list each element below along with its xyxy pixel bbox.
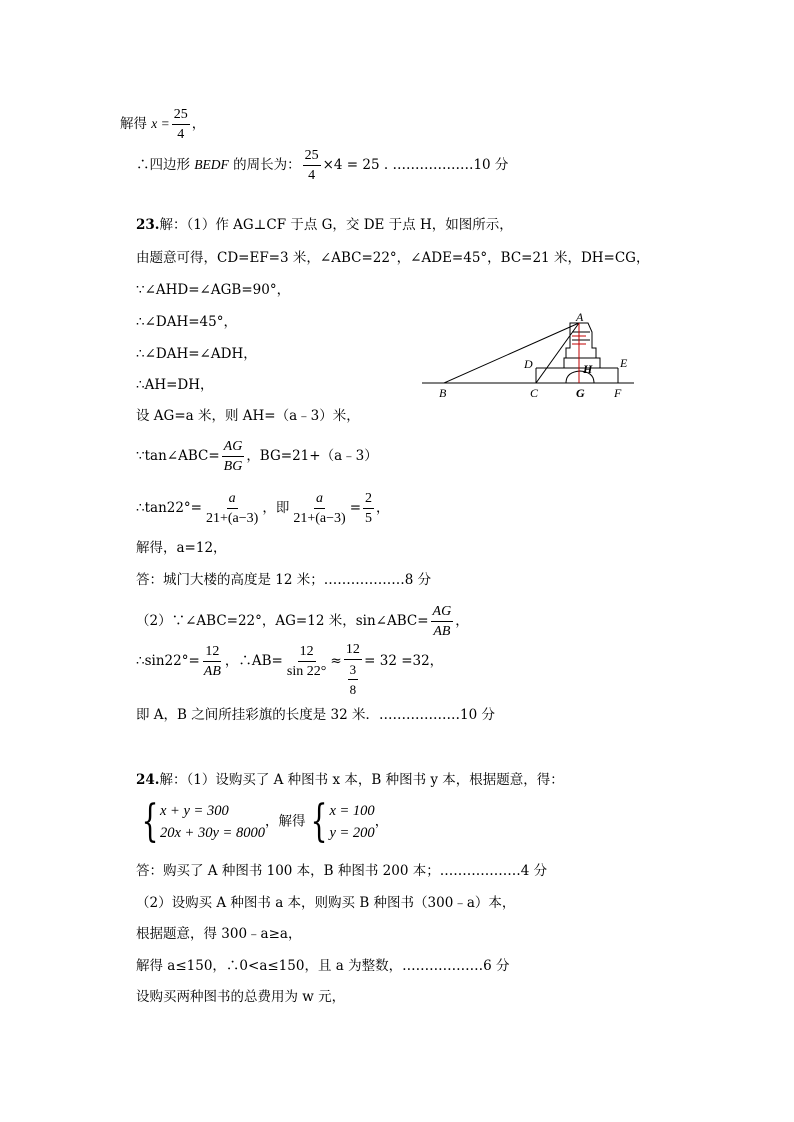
fraction: $\frac{12}{\sin 22^\circ}$ — [286, 644, 327, 679]
equation-system: x + y = 300 20x + 30y = 8000 — [160, 803, 265, 841]
solution-line: ∴∠DAH=45°， — [136, 314, 237, 330]
label-c: C — [530, 386, 539, 400]
label-d: D — [524, 357, 533, 371]
nested-fraction: $\frac{3}{8}$ — [349, 662, 357, 697]
solution-line: ∴AH=DH， — [136, 377, 214, 393]
solution-line: 解得，a=12， — [136, 540, 227, 556]
solution-line: ∵tan∠ABC= $\frac{AG}{BG}$ ，BG=21+（a﹣3） — [136, 439, 378, 474]
solution-line: 设购买两种图书的总费用为 w 元， — [136, 989, 346, 1005]
geometry-figure — [420, 310, 656, 402]
fraction: $\frac{25}{4}$ — [304, 148, 319, 183]
left-brace: { — [311, 796, 328, 847]
solution-line: 答：购买了 A 种图书 100 本，B 种图书 200 本；………………4 分 — [136, 863, 548, 879]
fraction: $\frac{AG}{AB}$ — [432, 604, 452, 639]
fraction: $\frac{2}{5}$ — [365, 491, 372, 526]
solution-line: （2）设购买 A 种图书 a 本，则购买 B 种图书（300﹣a）本， — [136, 895, 516, 911]
solution-line: 答：城门大楼的高度是 12 米；………………8 分 — [136, 572, 432, 588]
solution-line: 设 AG=a 米，则 AH=（a﹣3）米， — [136, 408, 360, 424]
label-h: H — [583, 362, 593, 376]
fraction: $\frac{a}{21+(a-3)}$ — [206, 491, 259, 526]
label-f: F — [614, 386, 622, 400]
fraction: $\frac{25}{4}$ — [173, 107, 188, 142]
fraction: $\frac{AG}{BG}$ — [223, 439, 243, 474]
solution-line: ∵∠AHD=∠AGB=90°， — [136, 282, 291, 298]
solution-line: 解得 x = $\frac{25}{4}$ ， — [120, 107, 206, 142]
fraction: $\frac{12}{AB}$ — [203, 644, 221, 679]
solution-line: ∴四边形 BEDF 的周长为： $\frac{25}{4}$ ×4 = 25 . ………………10 分 — [136, 148, 509, 183]
label-b: B — [439, 386, 447, 400]
label-g: G — [576, 386, 585, 400]
solution-line: 由题意可得，CD=EF=3 米，∠ABC=22°，∠ADE=45°，BC=21 米，DH=CG， — [136, 250, 650, 266]
solution-line: ∴∠DAH=∠ADH， — [136, 346, 257, 362]
fraction: $\frac{a}{21+(a-3)}$ — [293, 491, 346, 526]
label-a: A — [576, 310, 584, 324]
solution-line: 解得 a≤150，∴0<a≤150，且 a 为整数，………………6 分 — [136, 958, 510, 974]
fraction: $\frac{12}{\frac{3}{8}}$ — [345, 642, 360, 697]
solution-line: 根据题意，得 300﹣a≥a， — [136, 926, 302, 942]
problem-23-heading: 23.解：（1）作 AG⊥CF 于点 G，交 DE 于点 H，如图所示， — [136, 217, 513, 233]
solution-line: （2）∵∠ABC=22°，AG=12 米，sin∠ABC= $\frac{AG}{AB}$ ， — [136, 604, 469, 639]
solution-line: 即 A，B 之间所挂彩旗的长度是 32 米．………………10 分 — [136, 707, 495, 723]
label-e: E — [620, 356, 628, 370]
solution-system: x = 100 y = 200 — [329, 803, 375, 841]
solution-line: ∴tan22°= $\frac{a}{21+(a-3)}$ ，即 $\frac{a}{21+(a-3)}$ = $\frac{2}{5}$ ， — [136, 491, 390, 526]
equation-system-line: { x + y = 300 20x + 30y = 8000 ，解得 { x = 100 y = 200 ， — [141, 796, 389, 847]
left-brace: { — [141, 796, 159, 847]
solution-line: ∴sin22°= $\frac{12}{AB}$ ，∴AB= $\frac{12}{\sin 22^\circ}$ ≈ $\frac{12}{\frac{3}{8}}$ = 32 =32， — [136, 642, 444, 697]
problem-24-heading: 24.解：（1）设购买了 A 种图书 x 本，B 种图书 y 本，根据题意，得： — [136, 772, 564, 788]
